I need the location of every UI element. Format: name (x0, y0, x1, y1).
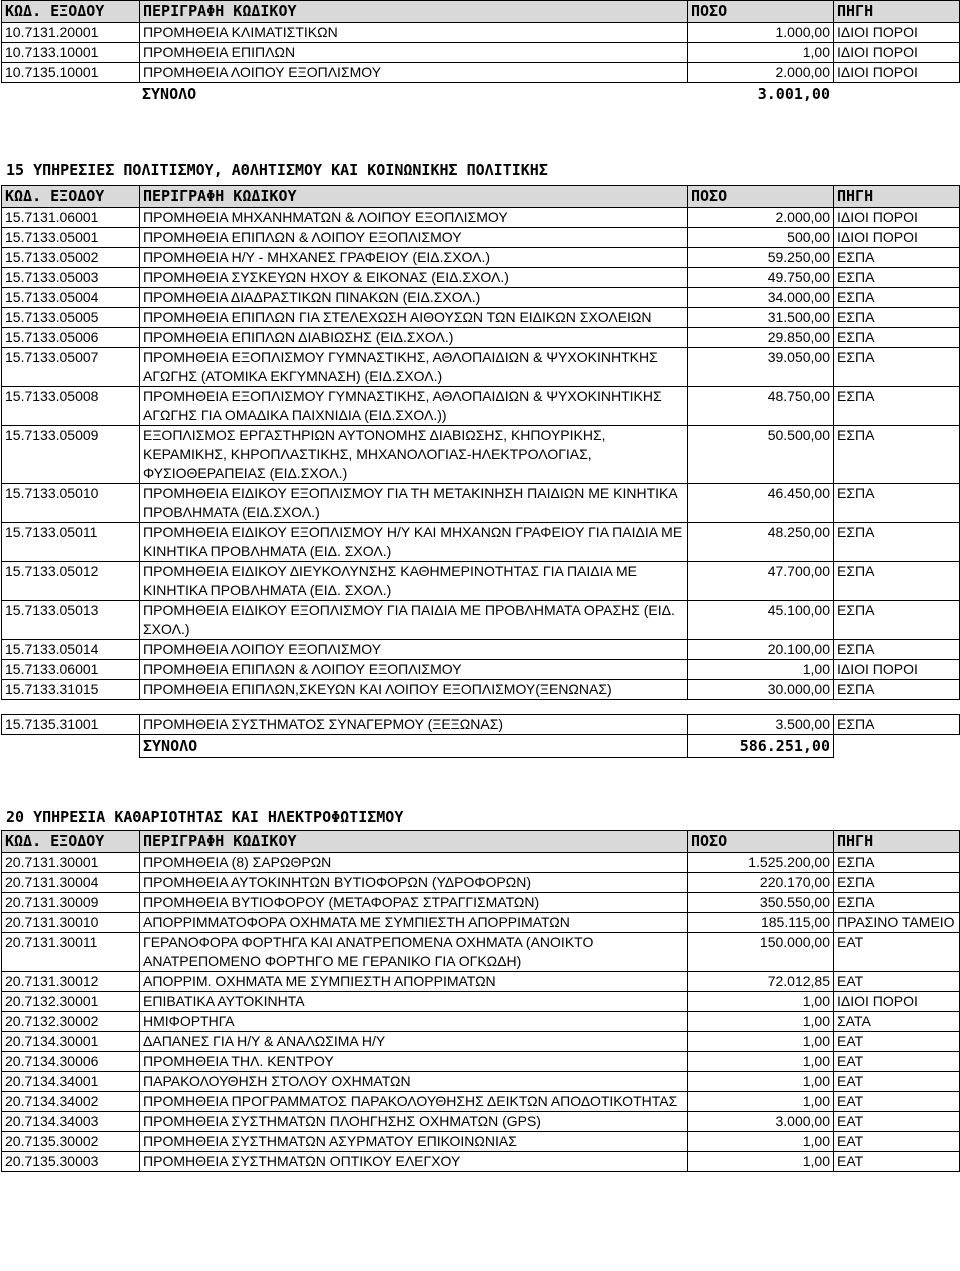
row-amount: 150.000,00 (688, 933, 834, 972)
row-amount: 3.500,00 (688, 715, 834, 735)
table-row (2, 387, 960, 426)
row-amount: 1.525.200,00 (688, 853, 834, 873)
row-description: ΠΡΟΜΗΘΕΙΑ ΕΙΔΙΚΟΥ ΕΞΟΠΛΙΣΜΟΥ ΓΙΑ ΠΑΙΔΙΑ ΜΕ ΠΡΟΒΛΗΜΑΤΑ ΟΡΑΣΗΣ (ΕΙΔ. ΣΧΟΛ.) (140, 601, 688, 640)
row-amount: 1,00 (688, 1032, 834, 1052)
header-source: ΠΗΓΗ (834, 831, 960, 853)
row-amount: 500,00 (688, 228, 834, 248)
row-amount: 46.450,00 (688, 484, 834, 523)
row-source: ΕΣΠΑ (834, 328, 960, 348)
section-3-title: 20 ΥΠΗΡΕΣΙΑ ΚΑΘΑΡΙΟΤΗΤΑΣ ΚΑΙ ΗΛΕΚΤΡΟΦΩΤΙΣΜΟΥ (6, 808, 404, 826)
table-row (2, 992, 960, 1012)
table-row (2, 1072, 960, 1092)
row-code: 15.7133.05008 (2, 387, 140, 426)
row-amount: 2.000,00 (688, 208, 834, 228)
header-amount: ΠΟΣΟ (688, 831, 834, 853)
table-row (2, 660, 960, 680)
table-row (2, 873, 960, 893)
row-amount: 59.250,00 (688, 248, 834, 268)
row-code: 15.7133.05006 (2, 328, 140, 348)
table-row (2, 893, 960, 913)
section-2-table (1, 185, 960, 700)
row-code: 15.7133.05012 (2, 562, 140, 601)
table-row (2, 1092, 960, 1112)
table-row (2, 1112, 960, 1132)
table-row (2, 601, 960, 640)
table-row (2, 308, 960, 328)
table-row (2, 208, 960, 228)
row-source: ΕΣΠΑ (834, 484, 960, 523)
row-amount: 1,00 (688, 43, 834, 63)
row-description: ΠΡΟΜΗΘΕΙΑ ΤΗΛ. ΚΕΝΤΡΟΥ (140, 1052, 688, 1072)
row-code: 20.7135.30002 (2, 1132, 140, 1152)
row-source: ΕΑΤ (834, 1092, 960, 1112)
row-amount: 1.000,00 (688, 23, 834, 43)
row-source: ΠΡΑΣΙΝΟ ΤΑΜΕΙΟ (834, 913, 960, 933)
row-amount: 47.700,00 (688, 562, 834, 601)
row-code: 20.7131.30009 (2, 893, 140, 913)
row-description: ΑΠΟΡΡΙΜΜΑΤΟΦΟΡΑ ΟΧΗΜΑΤΑ ΜΕ ΣΥΜΠΙΕΣΤΗ ΑΠΟΡΡΙΜΑΤΩΝ (140, 913, 688, 933)
table-row (2, 1152, 960, 1172)
header-description: ΠΕΡΙΓΡΑΦΗ ΚΩΔΙΚΟΥ (140, 1, 688, 23)
row-amount: 39.050,00 (688, 348, 834, 387)
row-description: ΠΡΟΜΗΘΕΙΑ ΕΠΙΠΛΩΝ,ΣΚΕΥΩΝ ΚΑΙ ΛΟΙΠΟΥ ΕΞΟΠΛΙΣΜΟΥ(ΞΕΝΩΝΑΣ) (140, 680, 688, 700)
table-row (2, 248, 960, 268)
row-description: ΠΑΡΑΚΟΛΟΥΘΗΣΗ ΣΤΟΛΟΥ ΟΧΗΜΑΤΩΝ (140, 1072, 688, 1092)
row-source: ΙΔΙΟΙ ΠΟΡΟΙ (834, 992, 960, 1012)
row-code: 15.7133.05004 (2, 288, 140, 308)
row-code: 20.7131.30012 (2, 972, 140, 992)
row-description: ΔΑΠΑΝΕΣ ΓΙΑ Η/Υ & ΑΝΑΛΩΣΙΜΑ Η/Υ (140, 1032, 688, 1052)
row-amount: 34.000,00 (688, 288, 834, 308)
row-code: 15.7133.05007 (2, 348, 140, 387)
header-code: ΚΩΔ. ΕΞΟΔΟΥ (2, 831, 140, 853)
row-source: ΕΣΠΑ (834, 680, 960, 700)
row-code: 20.7135.30003 (2, 1152, 140, 1172)
row-amount: 1,00 (688, 1092, 834, 1112)
row-code: 20.7132.30002 (2, 1012, 140, 1032)
row-description: ΠΡΟΜΗΘΕΙΑ ΕΞΟΠΛΙΣΜΟΥ ΓΥΜΝΑΣΤΙΚΗΣ, ΑΘΛΟΠΑΙΔΙΩΝ & ΨΥΧΟΚΙΝΗΤΙΚΗΣ ΑΓΩΓΗΣ ΓΙΑ ΟΜΑΔΙΚΑ ΠΑΙΧΝΙΔΙΑ (ΕΙΔ.ΣΧΟΛ.)) (140, 387, 688, 426)
row-code: 10.7131.20001 (2, 23, 140, 43)
row-code: 20.7134.34001 (2, 1072, 140, 1092)
row-code: 20.7134.34003 (2, 1112, 140, 1132)
row-code: 15.7135.31001 (2, 715, 140, 735)
section-1-total-value: 3.001,00 (757, 85, 830, 103)
header-code: ΚΩΔ. ΕΞΟΔΟΥ (2, 1, 140, 23)
row-description: ΠΡΟΜΗΘΕΙΑ ΔΙΑΔΡΑΣΤΙΚΩΝ ΠΙΝΑΚΩΝ (ΕΙΔ.ΣΧΟΛ.) (140, 288, 688, 308)
row-description: ΠΡΟΜΗΘΕΙΑ ΛΟΙΠΟΥ ΕΞΟΠΛΙΣΜΟΥ (140, 63, 688, 83)
row-code: 15.7133.31015 (2, 680, 140, 700)
row-description: ΠΡΟΜΗΘΕΙΑ ΚΛΙΜΑΤΙΣΤΙΚΩΝ (140, 23, 688, 43)
row-description: ΗΜΙΦΟΡΤΗΓΑ (140, 1012, 688, 1032)
row-amount: 185.115,00 (688, 913, 834, 933)
row-source: ΙΔΙΟΙ ΠΟΡΟΙ (834, 228, 960, 248)
row-description: ΕΠΙΒΑΤΙΚΑ ΑΥΤΟΚΙΝΗΤΑ (140, 992, 688, 1012)
header-code: ΚΩΔ. ΕΞΟΔΟΥ (2, 186, 140, 208)
section-2-total-value: 586.251,00 (688, 735, 834, 758)
row-description: ΠΡΟΜΗΘΕΙΑ ΕΠΙΠΛΩΝ ΔΙΑΒΙΩΣΗΣ (ΕΙΔ.ΣΧΟΛ.) (140, 328, 688, 348)
row-amount: 48.250,00 (688, 523, 834, 562)
row-code: 20.7134.34002 (2, 1092, 140, 1112)
row-code: 20.7134.30006 (2, 1052, 140, 1072)
row-source: ΕΣΠΑ (834, 893, 960, 913)
row-source: ΙΔΙΟΙ ΠΟΡΟΙ (834, 208, 960, 228)
table-row (2, 1132, 960, 1152)
row-code: 10.7133.10001 (2, 43, 140, 63)
row-source: ΕΣΠΑ (834, 523, 960, 562)
header-description: ΠΕΡΙΓΡΑΦΗ ΚΩΔΙΚΟΥ (140, 831, 688, 853)
row-description: ΠΡΟΜΗΘΕΙΑ ΕΞΟΠΛΙΣΜΟΥ ΓΥΜΝΑΣΤΙΚΗΣ, ΑΘΛΟΠΑΙΔΙΩΝ & ΨΥΧΟΚΙΝΗΤΚΗΣ ΑΓΩΓΗΣ (ΑΤΟΜΙΚΑ ΕΚΓΥΜΝΑΣΗ) (ΕΙΔ.ΣΧΟΛ.) (140, 348, 688, 387)
table-row (2, 43, 960, 63)
row-description: ΠΡΟΜΗΘΕΙΑ ΣΥΣΤΗΜΑΤΟΣ ΣΥΝΑΓΕΡΜΟΥ (ΞΕΞΩΝΑΣ) (140, 715, 688, 735)
row-code: 15.7133.05014 (2, 640, 140, 660)
row-source: ΕΣΠΑ (834, 873, 960, 893)
row-description: ΕΞΟΠΛΙΣΜΟΣ ΕΡΓΑΣΤΗΡΙΩΝ ΑΥΤΟΝΟΜΗΣ ΔΙΑΒΙΩΣΗΣ, ΚΗΠΟΥΡΙΚΗΣ, ΚΕΡΑΜΙΚΗΣ, ΚΗΡΟΠΛΑΣΤΙΚΗΣ, ΜΗΧΑΝΟΛΟΓΙΑΣ-ΗΛΕΚΤΡΟΛΟΓΙΑΣ, ΦΥΣΙΟΘΕΡΑΠΕΙΑΣ (ΕΙΔ.ΣΧΟΛ.) (140, 426, 688, 484)
table-row (2, 1052, 960, 1072)
row-source: ΕΑΤ (834, 1152, 960, 1172)
table-header (2, 1, 960, 23)
row-description: ΠΡΟΜΗΘΕΙΑ (8) ΣΑΡΩΘΡΩΝ (140, 853, 688, 873)
table-row (2, 523, 960, 562)
table-row (2, 680, 960, 700)
row-description: ΠΡΟΜΗΘΕΙΑ ΕΙΔΙΚΟΥ ΕΞΟΠΛΙΣΜΟΥ Η/Υ ΚΑΙ ΜΗΧΑΝΩΝ ΓΡΑΦΕΙΟΥ ΓΙΑ ΠΑΙΔΙΑ ΜΕ ΚΙΝΗΤΙΚΑ ΠΡΟΒΛΗΜΑΤΑ (ΕΙΔ. ΣΧΟΛ.) (140, 523, 688, 562)
row-source: ΕΑΤ (834, 972, 960, 992)
table-row (2, 1032, 960, 1052)
row-description: ΠΡΟΜΗΘΕΙΑ ΠΡΟΓΡΑΜΜΑΤΟΣ ΠΑΡΑΚΟΛΟΥΘΗΣΗΣ ΔΕΙΚΤΩΝ ΑΠΟΔΟΤΙΚΟΤΗΤΑΣ (140, 1092, 688, 1112)
row-source: ΙΔΙΟΙ ΠΟΡΟΙ (834, 660, 960, 680)
row-source: ΙΔΙΟΙ ΠΟΡΟΙ (834, 23, 960, 43)
row-amount: 31.500,00 (688, 308, 834, 328)
row-source: ΕΣΠΑ (834, 853, 960, 873)
row-description: ΠΡΟΜΗΘΕΙΑ ΕΠΙΠΛΩΝ ΓΙΑ ΣΤΕΛΕΧΩΣΗ ΑΙΘΟΥΣΩΝ ΤΩΝ ΕΙΔΙΚΩΝ ΣΧΟΛΕΙΩΝ (140, 308, 688, 328)
table-header (2, 831, 960, 853)
row-description: ΠΡΟΜΗΘΕΙΑ ΕΠΙΠΛΩΝ (140, 43, 688, 63)
row-code: 20.7131.30004 (2, 873, 140, 893)
row-source: ΕΣΠΑ (834, 601, 960, 640)
table-row (2, 484, 960, 523)
table-row (2, 288, 960, 308)
row-description: ΠΡΟΜΗΘΕΙΑ ΕΠΙΠΛΩΝ & ΛΟΙΠΟΥ ΕΞΟΠΛΙΣΜΟΥ (140, 228, 688, 248)
row-source: ΕΑΤ (834, 1112, 960, 1132)
row-source: ΕΣΠΑ (834, 248, 960, 268)
section-1-total (1, 83, 959, 105)
row-code: 20.7131.30011 (2, 933, 140, 972)
header-description: ΠΕΡΙΓΡΑΦΗ ΚΩΔΙΚΟΥ (140, 186, 688, 208)
table-row (2, 23, 960, 43)
row-amount: 2.000,00 (688, 63, 834, 83)
row-source: ΕΣΠΑ (834, 268, 960, 288)
section-3-table (1, 830, 960, 1172)
row-amount: 1,00 (688, 1052, 834, 1072)
row-amount: 30.000,00 (688, 680, 834, 700)
table-row (2, 1012, 960, 1032)
row-code: 15.7133.05003 (2, 268, 140, 288)
row-source: ΕΑΤ (834, 1052, 960, 1072)
table-row (2, 715, 960, 735)
table-row (2, 228, 960, 248)
row-source: ΕΑΤ (834, 933, 960, 972)
row-source: ΕΑΤ (834, 1072, 960, 1092)
row-amount: 1,00 (688, 660, 834, 680)
row-amount: 1,00 (688, 1012, 834, 1032)
row-description: ΠΡΟΜΗΘΕΙΑ ΣΥΣΚΕΥΩΝ ΗΧΟΥ & ΕΙΚΟΝΑΣ (ΕΙΔ.ΣΧΟΛ.) (140, 268, 688, 288)
row-code: 20.7134.30001 (2, 1032, 140, 1052)
row-amount: 1,00 (688, 1152, 834, 1172)
row-source: ΕΣΠΑ (834, 387, 960, 426)
row-code: 20.7132.30001 (2, 992, 140, 1012)
row-description: ΠΡΟΜΗΘΕΙΑ ΒΥΤΙΟΦΟΡΟΥ (ΜΕΤΑΦΟΡΑΣ ΣΤΡΑΓΓΙΣΜΑΤΩΝ) (140, 893, 688, 913)
row-amount: 49.750,00 (688, 268, 834, 288)
row-source: ΕΣΠΑ (834, 348, 960, 387)
row-source: ΕΣΠΑ (834, 426, 960, 484)
table-row (2, 63, 960, 83)
row-code: 10.7135.10001 (2, 63, 140, 83)
row-description: ΠΡΟΜΗΘΕΙΑ ΣΥΣΤΗΜΑΤΩΝ ΠΛΟΗΓΗΣΗΣ ΟΧΗΜΑΤΩΝ (GPS) (140, 1112, 688, 1132)
row-code: 15.7131.06001 (2, 208, 140, 228)
table-header (2, 186, 960, 208)
row-description: ΑΠΟΡΡΙΜ. ΟΧΗΜΑΤΑ ΜΕ ΣΥΜΠΙΕΣΤΗ ΑΠΟΡΡΙΜΑΤΩΝ (140, 972, 688, 992)
row-amount: 1,00 (688, 1132, 834, 1152)
row-amount: 1,00 (688, 1072, 834, 1092)
row-source: ΕΣΠΑ (834, 715, 960, 735)
row-code: 15.7133.05005 (2, 308, 140, 328)
row-code: 15.7133.05011 (2, 523, 140, 562)
row-code: 20.7131.30001 (2, 853, 140, 873)
section-2-total-label: ΣΥΝΟΛΟ (140, 735, 688, 758)
section-1-table (1, 0, 960, 83)
row-source: ΙΔΙΟΙ ΠΟΡΟΙ (834, 43, 960, 63)
header-amount: ΠΟΣΟ (688, 1, 834, 23)
row-description: ΠΡΟΜΗΘΕΙΑ ΜΗΧΑΝΗΜΑΤΩΝ & ΛΟΙΠΟΥ ΕΞΟΠΛΙΣΜΟΥ (140, 208, 688, 228)
table-row (2, 348, 960, 387)
table-row (2, 972, 960, 992)
row-amount: 3.000,00 (688, 1112, 834, 1132)
row-amount: 1,00 (688, 992, 834, 1012)
table-row (2, 853, 960, 873)
table-row (2, 640, 960, 660)
row-source: ΕΣΠΑ (834, 308, 960, 328)
row-code: 15.7133.06001 (2, 660, 140, 680)
row-description: ΠΡΟΜΗΘΕΙΑ ΛΟΙΠΟΥ ΕΞΟΠΛΙΣΜΟΥ (140, 640, 688, 660)
row-source: ΣΑΤΑ (834, 1012, 960, 1032)
row-code: 15.7133.05013 (2, 601, 140, 640)
row-code: 20.7131.30010 (2, 913, 140, 933)
table-row (2, 268, 960, 288)
row-amount: 72.012,85 (688, 972, 834, 992)
row-description: ΠΡΟΜΗΘΕΙΑ ΕΙΔΙΚΟΥ ΕΞΟΠΛΙΣΜΟΥ ΓΙΑ ΤΗ ΜΕΤΑΚΙΝΗΣΗ ΠΑΙΔΙΩΝ ΜΕ ΚΙΝΗΤΙΚΑ ΠΡΟΒΛΗΜΑΤΑ (ΕΙΔ.ΣΧΟΛ.) (140, 484, 688, 523)
table-row (2, 562, 960, 601)
row-amount: 29.850,00 (688, 328, 834, 348)
header-source: ΠΗΓΗ (834, 186, 960, 208)
table-row (2, 328, 960, 348)
row-description: ΓΕΡΑΝΟΦΟΡΑ ΦΟΡΤΗΓΑ ΚΑΙ ΑΝΑΤΡΕΠΟΜΕΝΑ ΟΧΗΜΑΤΑ (ΑΝΟΙΚΤΟ ΑΝΑΤΡΕΠΟΜΕΝΟ ΦΟΡΤΗΓΟ ΜΕ ΓΕΡΑΝΙΚΟ ΓΙΑ ΟΓΚΩΔΗ) (140, 933, 688, 972)
row-code: 15.7133.05002 (2, 248, 140, 268)
row-source: ΕΣΠΑ (834, 640, 960, 660)
row-description: ΠΡΟΜΗΘΕΙΑ ΣΥΣΤΗΜΑΤΩΝ ΑΣΥΡΜΑΤΟΥ ΕΠΙΚΟΙΝΩΝΙΑΣ (140, 1132, 688, 1152)
row-description: ΠΡΟΜΗΘΕΙΑ Η/Υ - ΜΗΧΑΝΕΣ ΓΡΑΦΕΙΟΥ (ΕΙΔ.ΣΧΟΛ.) (140, 248, 688, 268)
row-amount: 350.550,00 (688, 893, 834, 913)
table-row (2, 933, 960, 972)
row-description: ΠΡΟΜΗΘΕΙΑ ΕΠΙΠΛΩΝ & ΛΟΙΠΟΥ ΕΞΟΠΛΙΣΜΟΥ (140, 660, 688, 680)
section-2-title: 15 ΥΠΗΡΕΣΙΕΣ ΠΟΛΙΤΙΣΜΟΥ, ΑΘΛΗΤΙΣΜΟΥ ΚΑΙ ΚΟΙΝΩΝΙΚΗΣ ΠΟΛΙΤΙΚΗΣ (6, 161, 548, 179)
row-source: ΕΑΤ (834, 1132, 960, 1152)
row-amount: 220.170,00 (688, 873, 834, 893)
header-source: ΠΗΓΗ (834, 1, 960, 23)
row-amount: 50.500,00 (688, 426, 834, 484)
table-row (2, 426, 960, 484)
header-amount: ΠΟΣΟ (688, 186, 834, 208)
row-amount: 48.750,00 (688, 387, 834, 426)
row-source: ΕΣΠΑ (834, 288, 960, 308)
row-code: 15.7133.05009 (2, 426, 140, 484)
row-code: 15.7133.05001 (2, 228, 140, 248)
row-description: ΠΡΟΜΗΘΕΙΑ ΣΥΣΤΗΜΑΤΩΝ ΟΠΤΙΚΟΥ ΕΛΕΓΧΟΥ (140, 1152, 688, 1172)
table-row (2, 913, 960, 933)
section-2-extra (1, 714, 960, 758)
section-1-total-label: ΣΥΝΟΛΟ (142, 85, 197, 103)
row-amount: 20.100,00 (688, 640, 834, 660)
row-description: ΠΡΟΜΗΘΕΙΑ ΕΙΔΙΚΟΥ ΔΙΕΥΚΟΛΥΝΣΗΣ ΚΑΘΗΜΕΡΙΝΟΤΗΤΑΣ ΓΙΑ ΠΑΙΔΙΑ ΜΕ ΚΙΝΗΤΙΚΑ ΠΡΟΒΛΗΜΑΤΑ (ΕΙΔ. ΣΧΟΛ.) (140, 562, 688, 601)
row-description: ΠΡΟΜΗΘΕΙΑ ΑΥΤΟΚΙΝΗΤΩΝ ΒΥΤΙΟΦΟΡΩΝ (ΥΔΡΟΦΟΡΩΝ) (140, 873, 688, 893)
row-code: 15.7133.05010 (2, 484, 140, 523)
row-source: ΙΔΙΟΙ ΠΟΡΟΙ (834, 63, 960, 83)
row-source: ΕΣΠΑ (834, 562, 960, 601)
row-source: ΕΑΤ (834, 1032, 960, 1052)
row-amount: 45.100,00 (688, 601, 834, 640)
